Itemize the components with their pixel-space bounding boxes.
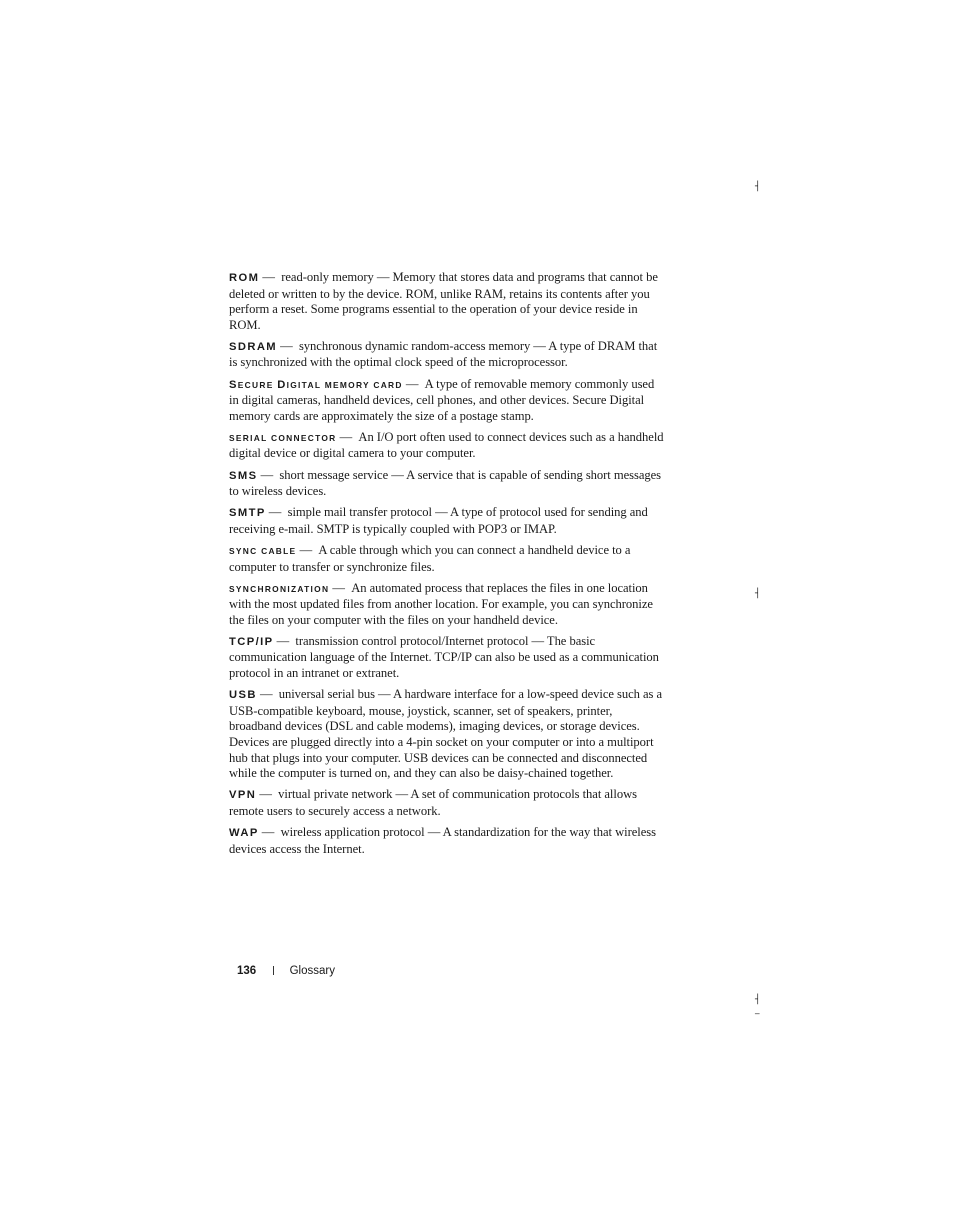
term-dash: — [332,580,345,595]
glossary-term-part: VPN [229,789,257,802]
crop-mark-middle-right: ┤ [755,589,761,599]
glossary-entry [229,430,666,462]
term-dash: — [261,824,275,839]
glossary-term [229,689,257,701]
crop-mark-bottom-edge: ‾ [755,1013,760,1023]
glossary-term [229,470,257,482]
glossary-term-part: SMS [229,469,258,482]
footer-section-title: Glossary [289,965,335,977]
glossary-entry [229,377,666,425]
glossary-term [229,827,259,839]
crop-mark-top-right: ┤ [755,182,761,192]
glossary-definition: read-only memory — Memory that stores data and programs that cannot be deleted or written to by the device. ROM, unlike RAM, retains its contents after you perform a reset. Some programs essential to the operation of your device reside in ROM. [229,270,658,332]
glossary-definition: A type of removable memory commonly used in digital cameras, handheld devices, cell phones, and other devices. Secure Digital memory cards are approximately the size of a postage stamp. [229,376,655,423]
glossary-term [229,546,296,556]
glossary-term-part: SERIAL CONNECTOR [229,432,337,443]
glossary-entry [229,825,666,857]
glossary-definition: An I/O port often used to connect devices such as a handheld digital device or digital camera to your computer. [229,429,664,461]
glossary-term-part: SYNCHRONIZATION [229,583,330,594]
term-dash: — [276,633,290,648]
glossary-entry [229,339,666,371]
glossary-term-part: IGITAL MEMORY CARD [286,379,403,390]
glossary-term [229,272,259,284]
glossary-term-part: ECURE [237,379,278,390]
glossary-term [229,433,337,443]
glossary-content [229,270,666,863]
glossary-entry [229,634,666,682]
glossary-definition: synchronous dynamic random-access memory — A type of DRAM that is synchronized with the optimal clock speed of the microprocessor. [229,338,658,370]
glossary-definition: universal serial bus — A hardware interface for a low-speed device such as a USB-compatible keyboard, mouse, joystick, scanner, set of speakers, printer, broadband devices (DSL and cable modems), imaging devices, or storage devices. Devices are plugged directly into a 4-pin socket on your computer or into a multiport hub that plugs into your computer. USB devices can be connected and disconnected while the computer is turned on, and they can also be daisy-chained together. [229,687,663,781]
glossary-term [229,636,273,648]
glossary-entry [229,505,666,537]
glossary-term-part: SYNC CABLE [229,545,297,556]
footer-separator [273,966,274,975]
glossary-definition: wireless application protocol — A standardization for the way that wireless devices access the Internet. [229,824,656,856]
page-footer [237,964,335,979]
term-dash: — [299,542,313,557]
glossary-term-part: USB [229,689,257,702]
glossary-term-part: TCP/IP [229,635,274,648]
glossary-definition: simple mail transfer protocol — A type of protocol used for sending and receiving e-mail. SMTP is typically coupled with POP3 or IMAP. [229,505,648,536]
glossary-term [229,507,266,519]
crop-mark-bottom-right: ┤ [755,995,761,1005]
glossary-entry [229,468,666,500]
glossary-definition: short message service — A service that is capable of sending short messages to wireless devices. [229,467,662,499]
term-dash: — [259,787,272,802]
glossary-term-part: SDRAM [229,340,278,353]
glossary-term [229,789,256,801]
glossary-term-part: WAP [229,826,259,839]
glossary-entry [229,687,666,782]
glossary-entry [229,581,666,629]
glossary-entry [229,270,666,333]
glossary-term-part: SMTP [229,507,266,520]
term-dash: — [259,687,273,702]
glossary-term [229,341,277,353]
glossary-definition: A cable through which you can connect a handheld device to a computer to transfer or synchronize files. [229,542,631,574]
term-dash: — [260,467,274,482]
glossary-entry [229,543,666,575]
term-dash: — [280,338,293,353]
term-dash: — [339,429,353,444]
term-dash: — [405,376,419,391]
term-dash: — [262,270,275,284]
glossary-definition: virtual private network — A set of communication protocols that allows remote users to securely access a network. [229,787,637,818]
glossary-entry [229,787,666,819]
glossary-term-part: D [277,378,287,391]
glossary-term-part: S [229,378,238,391]
page-number: 136 [237,965,257,977]
glossary-definition: An automated process that replaces the files in one location with the most updated files from another location. For example, you can synchronize the files on your computer with the files on your handheld device. [229,580,653,627]
glossary-term-part: ROM [229,272,260,284]
glossary-term [229,380,403,390]
term-dash: — [268,505,282,520]
glossary-term [229,584,329,594]
glossary-definition: transmission control protocol/Internet protocol — The basic communication language of the Internet. TCP/IP can also be used as a communication protocol in an intranet or extranet. [229,633,659,681]
